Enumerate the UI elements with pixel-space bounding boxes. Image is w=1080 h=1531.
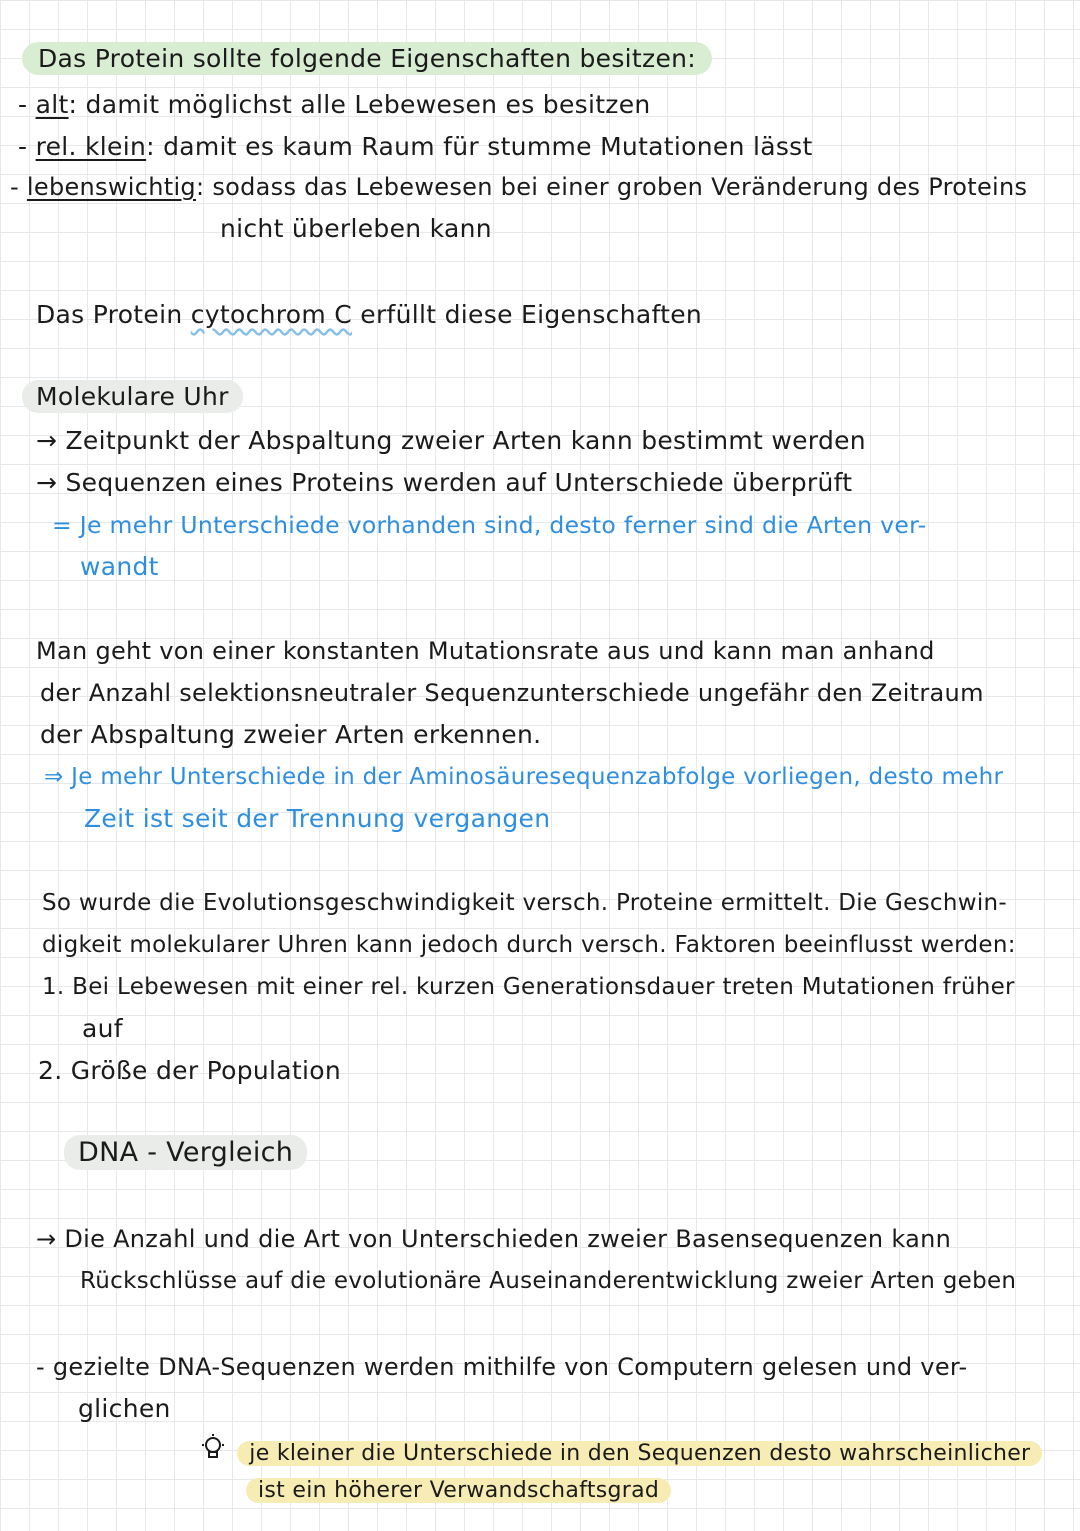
tip-line-continuation: ist ein höherer Verwandschaftsgrad — [246, 1474, 671, 1508]
section2-conclusion-continuation: wandt — [80, 552, 159, 581]
list-item-continuation: auf — [82, 1014, 123, 1043]
paragraph-line: digkeit molekularer Uhren kann jedoch durch versch. Faktoren beeinflusst werden: — [42, 932, 1016, 958]
arrow-point: → Die Anzahl und die Art von Unterschieden zweier Basensequenzen kann — [36, 1225, 952, 1253]
paragraph-line: der Abspaltung zweier Arten erkennen. — [40, 720, 542, 749]
property-term: lebenswichtig — [26, 173, 196, 201]
property-description: damit es kaum Raum für stumme Mutationen lässt — [163, 132, 813, 161]
section5-heading-line — [64, 1136, 307, 1170]
arrow-icon: → — [36, 426, 58, 455]
section1-heading-line — [22, 42, 712, 76]
tip-line — [200, 1434, 1042, 1473]
lightbulb-icon — [200, 1434, 230, 1473]
paragraph-line: Man geht von einer konstanten Mutationsrate aus und kann man anhand — [36, 637, 935, 665]
paragraph-line: So wurde die Evolutionsgeschwindigkeit versch. Proteine ermittelt. Die Geschwin- — [42, 890, 1008, 916]
property-description: sodass das Lebewesen bei einer groben Veränderung des Proteins — [212, 173, 1028, 201]
section2-heading: Molekulare Uhr — [22, 380, 243, 413]
property-item: - alt: damit möglichst alle Lebewesen es besitzen — [18, 90, 651, 119]
property-item-continuation: nicht überleben kann — [220, 214, 492, 243]
property-item: - lebenswichtig: sodass das Lebewesen bei einer groben Veränderung des Proteins — [10, 173, 1028, 201]
arrow-point: → Zeitpunkt der Abspaltung zweier Arten kann bestimmt werden — [36, 426, 866, 455]
tip-text: je kleiner die Unterschiede in den Sequenzen desto wahrscheinlicher — [237, 1441, 1042, 1466]
dash-point: - gezielte DNA-Sequenzen werden mithilfe von Computern gelesen und ver- — [36, 1353, 968, 1381]
list-item: 2. Größe der Population — [38, 1056, 341, 1085]
section5-heading: DNA - Vergleich — [64, 1135, 307, 1170]
property-description: damit möglichst alle Lebewesen es besitzen — [85, 90, 651, 119]
arrow-icon: → — [36, 468, 58, 497]
property-item: - rel. klein: damit es kaum Raum für stumme Mutationen lässt — [18, 132, 813, 161]
arrow-point-continuation: Rückschlüsse auf die evolutionäre Auseinanderentwicklung zweier Arten geben — [80, 1268, 1017, 1294]
arrow-point: → Sequenzen eines Proteins werden auf Unterschiede überprüft — [36, 468, 853, 497]
list-item: 1. Bei Lebewesen mit einer rel. kurzen Generationsdauer treten Mutationen früher — [42, 974, 1015, 1000]
dash-point-continuation: glichen — [78, 1394, 171, 1423]
section2-conclusion: = Je mehr Unterschiede vorhanden sind, desto ferner sind die Arten ver- — [52, 511, 927, 539]
section3-conclusion-continuation: Zeit ist seit der Trennung vergangen — [84, 804, 551, 833]
property-term: alt — [35, 90, 69, 119]
section1-heading: Das Protein sollte folgende Eigenschaften besitzen: — [22, 42, 712, 75]
cytochrome-term: cytochrom C — [190, 300, 353, 329]
cytochrome-summary: Das Protein cytochrom C erfüllt diese Eigenschaften — [36, 300, 703, 329]
section3-conclusion: ⇒ Je mehr Unterschiede in der Aminosäuresequenzabfolge vorliegen, desto mehr — [44, 764, 1004, 790]
section2-heading-line — [22, 380, 243, 414]
paragraph-line: der Anzahl selektionsneutraler Sequenzunterschiede ungefähr den Zeitraum — [40, 679, 984, 707]
property-term: rel. klein — [35, 132, 147, 161]
